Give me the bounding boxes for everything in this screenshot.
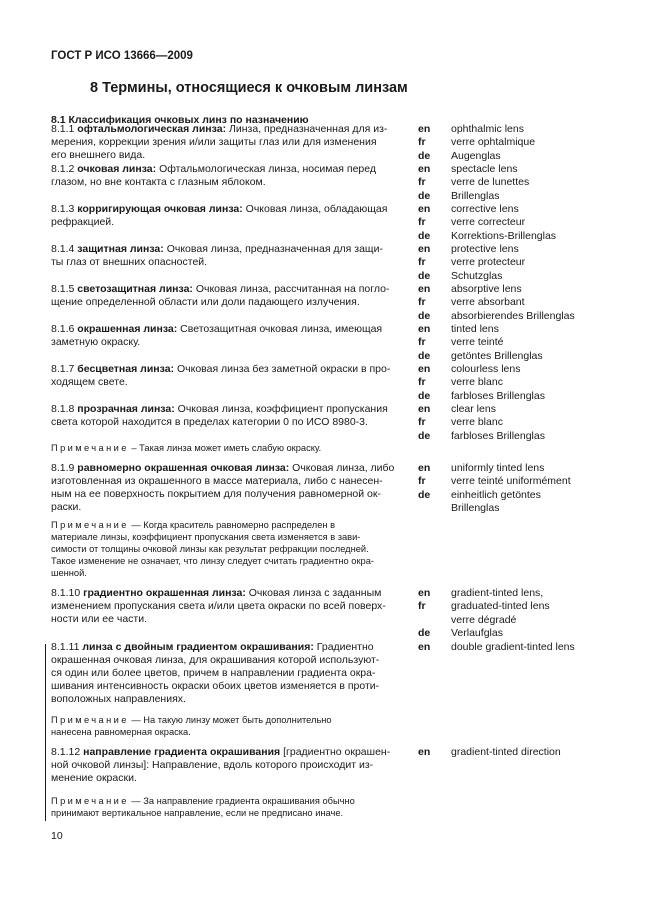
term-number: 8.1.4 [51,243,75,255]
lang-code-fr: fr [418,416,426,429]
lang-code-en: en [418,203,431,215]
lang-code-en: en [418,323,431,335]
term-number: 8.1.7 [51,363,75,375]
lang-code-de: de [418,349,431,362]
translation-term: spectacle lens [451,163,518,175]
lang-code-en: en [418,163,431,175]
translation-term: double gradient-tinted lens [451,641,575,653]
term-entry-8-1-7: 8.1.7 бесцветная линза: Очковая линза без заметной окраски в про- ходящем свете. [51,363,391,388]
translation-term: ophthalmic lens [451,123,524,135]
note-8-1-12: Примечание — За направление градиента окрашивания обычно принимают вертикальное направление, если не предписано иначе. [51,796,355,818]
translation-term: Augenglas [451,149,501,162]
term-name: равномерно окрашенная очковая линза: [77,462,290,474]
translation-term: verre blanc [451,416,503,429]
term-entry-8-1-11: 8.1.11 линза с двойным градиентом окрашивания: Градиентно окрашенная очковая линза, для окрашивания которой используют- ся один или более цветов, причем в направлении градиента окра- шивания интенсивность окраски обоих цветов изменяется в проти- воположных направлениях. [51,641,380,705]
translation-term: farbloses Brillenglas [451,429,545,442]
lang-code-de: de [418,149,431,162]
term-entry-8-1-10: 8.1.10 градиентно окрашенная линза: Очковая линза с заданным изменением пропускания света и/или цвета окраски по всей поверх- ности или ее части. [51,587,386,625]
lang-code-fr: fr [418,296,426,309]
lang-code-fr: fr [418,475,426,488]
term-number: 8.1.11 [51,641,80,653]
translation-term: Brillenglas [451,501,500,514]
translation-term: verre ophtalmique [451,136,536,149]
translation-term: absorptive lens [451,283,522,295]
translation-term: graduated-tinted lens [451,600,550,613]
translation-term: verre correcteur [451,216,526,229]
lang-code-fr: fr [418,336,426,349]
term-entry-8-1-1: 8.1.1 офтальмологическая линза: Линза, предназначенная для из- мерения, коррекции зрения и/или защиты глаз или для изменения его внешнего вида. [51,123,388,161]
section-title: 8 Термины, относящиеся к очковым линзам [90,80,408,96]
lang-code-de: de [418,389,431,402]
translation-term: gradient-tinted direction [451,746,561,758]
note-8-1-8: Примечание – Такая линза может иметь слабую окраску. [51,443,322,453]
translation-term: farbloses Brillenglas [451,389,545,402]
term-number: 8.1.1 [51,123,75,135]
translation-term: uniformly tinted lens [451,462,545,474]
translation-term: verre teinté uniformément [451,475,571,488]
term-number: 8.1.9 [51,462,75,474]
lang-code-en: en [418,462,431,474]
lang-code-fr: fr [418,136,426,149]
note-8-1-9: Примечание — Когда краситель равномерно распределен в материале линзы, коэффициент пропускания света изменяется в зави- симости от толщины очковой линзы как результат рефракции последней. Такое изменение не означает, что линзу следует считать градиентно окра- шенной. [51,520,374,578]
term-name: бесцветная линза: [77,363,175,375]
translation-term: verre teinté [451,336,504,349]
lang-code-de: de [418,626,431,639]
translation-term: verre absorbant [451,296,525,309]
note-label: Примечание [51,715,129,725]
lang-code-en: en [418,641,431,653]
lang-code-de: de [418,269,431,282]
translation-term: corrective lens [451,203,519,215]
term-entry-8-1-2: 8.1.2 очковая линза: Офтальмологическая линза, носимая перед глазом, но вне контакта с глазным яблоком. [51,163,377,188]
term-name: светозащитная линза: [77,283,193,295]
term-number: 8.1.6 [51,323,75,335]
translation-term: tinted lens [451,323,499,335]
term-name: защитная линза: [77,243,164,255]
lang-code-en: en [418,363,431,375]
translation-term: absorbierendes Brillenglas [451,309,575,322]
translation-term: einheitlich getöntes [451,488,541,501]
term-number: 8.1.2 [51,163,75,175]
lang-code-fr: fr [418,216,426,229]
term-number: 8.1.3 [51,203,75,215]
change-bar [45,644,46,821]
term-number: 8.1.5 [51,283,75,295]
term-name: окрашенная линза: [77,323,178,335]
term-entry-8-1-6: 8.1.6 окрашенная линза: Светозащитная очковая линза, имеющая заметную окраску. [51,323,383,348]
term-name: направление градиента окрашивания [83,746,281,758]
translation-term: verre de lunettes [451,176,530,189]
term-entry-8-1-3: 8.1.3 корригирующая очковая линза: Очковая линза, обладающая рефракцией. [51,203,388,228]
lang-code-fr: fr [418,600,426,613]
note-label: Примечание [51,520,129,530]
document-header: ГОСТ Р ИСО 13666—2009 [51,50,193,62]
lang-code-fr: fr [418,256,426,269]
term-number: 8.1.8 [51,403,75,415]
lang-code-de: de [418,429,431,442]
page-number: 10 [51,830,63,842]
note-label: Примечание [51,443,129,453]
term-name: прозрачная линза: [77,403,175,415]
lang-code-de: de [418,189,431,202]
term-name: очковая линза: [77,163,157,175]
translation-term: protective lens [451,243,519,255]
lang-code-en: en [418,403,431,415]
term-number: 8.1.10 [51,587,81,599]
lang-code-fr: fr [418,176,426,189]
term-name: офтальмологическая линза: [77,123,227,135]
term-name: корригирующая очковая линза: [77,203,243,215]
lang-code-en: en [418,283,431,295]
note-8-1-11: Примечание — На такую линзу может быть дополнительно нанесена равномерная окраска. [51,715,332,737]
note-label: Примечание [51,796,129,806]
term-entry-8-1-12: 8.1.12 направление градиента окрашивания [градиентно окрашен- ной очковой линзы]: Направление, вдоль которого происходит из- менение окраски. [51,746,391,784]
translation-term: verre protecteur [451,256,526,269]
term-entry-8-1-8: 8.1.8 прозрачная линза: Очковая линза, коэффициент пропускания света которой находится в пределах категории 0 по ИСО 8980-3. [51,403,388,428]
lang-code-de: de [418,488,431,501]
translation-term: gradient-tinted lens, [451,587,544,599]
translation-term: getöntes Brillenglas [451,349,543,362]
translation-term: Verlaufglas [451,626,503,639]
term-name: градиентно окрашенная линза: [83,587,246,599]
subsection-title: 8.1 Классификация очковых линз по назначению [51,114,309,126]
lang-code-en: en [418,243,431,255]
translation-term: clear lens [451,403,496,415]
translation-term: Korrektions-Brillenglas [451,229,557,242]
translation-term: colourless lens [451,363,521,375]
term-entry-8-1-9: 8.1.9 равномерно окрашенная очковая линза: Очковая линза, либо изготовленная из окрашенного в массе материала, либо с нанесен- ным на ее поверхность покрытием для получения равномерной ок- раски. [51,462,395,513]
term-number: 8.1.12 [51,746,81,758]
lang-code-en: en [418,746,431,758]
term-entry-8-1-5: 8.1.5 светозащитная линза: Очковая линза, рассчитанная на погло- щение определенной области или доли падающего излучения. [51,283,390,308]
term-name: линза с двойным градиентом окрашивания: [82,641,314,653]
lang-code-de: de [418,229,431,242]
translation-term: Brillenglas [451,189,500,202]
lang-code-en: en [418,123,431,135]
translation-term: verre dégradé [451,613,517,626]
translation-term: verre blanc [451,376,503,389]
term-entry-8-1-4: 8.1.4 защитная линза: Очковая линза, предназначенная для защи- ты глаз от внешних опасностей. [51,243,383,268]
translation-term: Schutzglas [451,269,503,282]
lang-code-fr: fr [418,376,426,389]
lang-code-de: de [418,309,431,322]
lang-code-en: en [418,587,431,599]
